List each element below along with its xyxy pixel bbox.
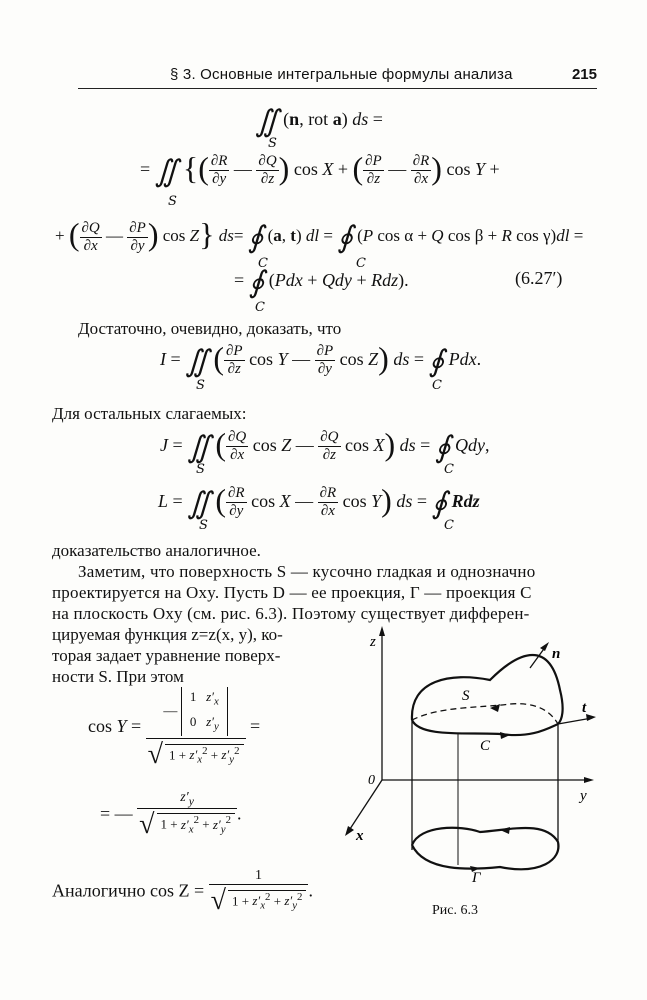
label-z: z — [370, 634, 376, 650]
equation-cosZ: Аналогично cos Z = $\frac{1}{√ 1 + z'_x^2 + z'_y^2}$ . — [52, 868, 313, 916]
paragraph-4-line-1: Заметим, что поверхность S — кусочно гладкая и однозначно — [78, 562, 536, 581]
contour-subscript-J: C — [444, 462, 454, 477]
surface-S — [412, 655, 563, 724]
label-t: t — [582, 700, 587, 716]
label-C: C — [480, 738, 491, 754]
header-rule — [78, 88, 597, 89]
paragraph-3: доказательство аналогичное. — [52, 541, 261, 560]
contour-subscript-L: C — [444, 518, 454, 533]
contour-C — [412, 720, 558, 735]
surface-subscript-J: S — [196, 462, 205, 477]
label-gamma: Г — [472, 870, 481, 886]
analog-text: Аналогично cos Z = — [52, 880, 205, 901]
equation-line-1: ∬ (n, rot a) ds = — [255, 105, 383, 138]
label-x: x — [356, 828, 364, 844]
label-n: n — [552, 646, 561, 662]
paragraph-4-line-5: торая задает уравнение поверх- — [52, 646, 281, 665]
running-header — [70, 66, 597, 88]
paragraph-4-line-2: проектируется на Oxy. Пусть D — ее проекция, Г — проекция C — [52, 583, 532, 602]
surface-subscript-2: S — [168, 194, 177, 209]
equation-L: L = ∬ ( $\frac{\partial R}{\partial y}$ cos X — $\frac{\partial R}{\partial x}$ cos Y) ds = ∮ Rdz — [158, 482, 480, 520]
equation-cosY: cos Y = — 1 $z'_x$ 0 $z'_y$ √ $1 + z'_x^2 + z'_y^2$ = — [88, 685, 260, 771]
contour-subscript-1: C — [258, 256, 268, 271]
gamma-arrow-top — [500, 827, 510, 834]
equation-line-2: = ∬ {( $\frac{\partial R}{\partial y}$ — $\frac{\partial Q}{\partial z}$ ) cos X + ( $\frac{\partial P}{\partial z}$ — $\frac{\partial R}{\partial x}$ ) cos Y + — [140, 150, 500, 188]
x-axis — [348, 780, 382, 832]
figure-6-3 — [330, 620, 620, 920]
projection-gamma — [412, 828, 558, 869]
surface-subscript-L: S — [199, 518, 208, 533]
x-axis-arrow — [345, 826, 354, 836]
tangent-arrow — [586, 714, 596, 721]
figure-caption: Рис. 6.3 — [432, 903, 478, 918]
contour-arrow-front — [500, 732, 510, 739]
surface-subscript-I: S — [196, 378, 205, 393]
page-number: 215 — [571, 66, 597, 83]
contour-subscript-2: C — [356, 256, 366, 271]
equation-I: I = ∬ ( $\frac{\partial P}{\partial z}$ cos Y — $\frac{\partial P}{\partial y}$ cos Z) ds = ∮ Pdx. — [160, 340, 482, 378]
paragraph-4-line-3: на плоскость Oxy (см. рис. 6.3). Поэтому существует дифферен- — [52, 604, 530, 623]
equation-J: J = ∬ ( $\frac{\partial Q}{\partial x}$ cos Z — $\frac{\partial Q}{\partial z}$ cos X) ds = ∮ Qdy, — [160, 426, 490, 464]
equation-line-4: = ∮ (Pdx + Qdy + Rdz). — [234, 266, 409, 299]
y-axis-arrow — [584, 777, 594, 783]
contour-C-back — [412, 704, 558, 724]
label-O: 0 — [368, 773, 375, 788]
paragraph-4-line-4: цируемая функция z=z(x, y), ко- — [52, 625, 283, 644]
paragraph-1: Достаточно, очевидно, доказать, что — [78, 319, 342, 338]
label-y: y — [580, 788, 587, 804]
contour-subscript-I: C — [432, 378, 442, 393]
normal-arrow — [540, 642, 549, 651]
equation-line-3: + ( $\frac{\partial Q}{\partial x}$ — $\frac{\partial P}{\partial y}$ ) cos Z} ds= ∮ (a, t) dl = ∮ (P cos α + Q cos β + R cos γ)dl = — [55, 216, 584, 254]
label-S: S — [462, 688, 470, 704]
equation-cosY-2: = — $\frac{z'_y}{√ 1 + z'_x^2 + z'_y^2}$ . — [100, 790, 242, 840]
paragraph-2: Для остальных слагаемых: — [52, 404, 247, 423]
contour-subscript-3: C — [255, 300, 265, 315]
figure-drawing — [330, 620, 620, 920]
z-axis-arrow — [379, 626, 385, 636]
equation-number: (6.27′) — [515, 268, 563, 288]
paragraph-4-line-6: ности S. При этом — [52, 667, 184, 686]
section-title: § 3. Основные интегральные формулы анализа — [170, 66, 513, 83]
surface-subscript: S — [268, 136, 277, 151]
